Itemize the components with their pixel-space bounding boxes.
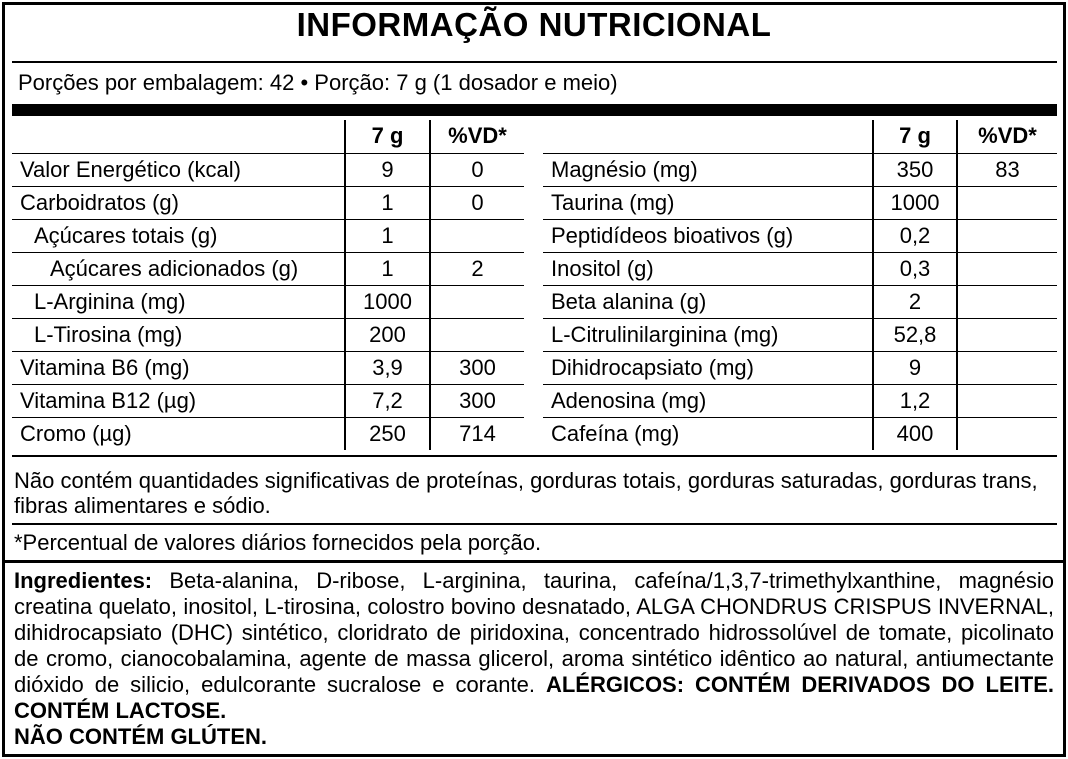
nutrient-amount: 0,3 — [873, 252, 957, 285]
nutrient-vd — [957, 186, 1057, 219]
nutrient-amount: 350 — [873, 153, 957, 186]
nutrient-vd — [430, 285, 524, 318]
table-row — [543, 318, 1057, 351]
nutrient-vd: 0 — [430, 153, 524, 186]
nutrient-name: Cafeína (mg) — [543, 417, 873, 450]
nutrient-table-left — [12, 120, 524, 450]
nutrient-name: Açúcares totais (g) — [12, 219, 345, 252]
portion-info: Porções por embalagem: 42 • Porção: 7 g (1 dosador e meio) — [18, 70, 618, 95]
nutrient-vd: 83 — [957, 153, 1057, 186]
nutrient-name: Inositol (g) — [543, 252, 873, 285]
nutrient-amount: 200 — [345, 318, 430, 351]
nutrient-table-right — [543, 120, 1057, 450]
table-row — [543, 252, 1057, 285]
nutrient-vd: 300 — [430, 384, 524, 417]
table-row — [543, 417, 1057, 450]
nutrient-vd: 714 — [430, 417, 524, 450]
note-divider — [12, 523, 1057, 525]
nutrient-amount: 9 — [345, 153, 430, 186]
daily-values-note: *Percentual de valores diários fornecidos pela porção. — [14, 530, 542, 555]
header-blank — [12, 120, 345, 153]
nutrient-vd: 0 — [430, 186, 524, 219]
nutrient-name: Magnésio (mg) — [543, 153, 873, 186]
table-row — [12, 186, 524, 219]
nutrient-amount: 1,2 — [873, 384, 957, 417]
header-blank — [543, 120, 873, 153]
nutrient-vd — [957, 318, 1057, 351]
table-row — [543, 384, 1057, 417]
nutrient-amount: 9 — [873, 351, 957, 384]
table-row — [12, 252, 524, 285]
table-row — [543, 186, 1057, 219]
nutrient-amount: 1 — [345, 252, 430, 285]
nutrient-name: Açúcares adicionados (g) — [12, 252, 345, 285]
ingredients-divider — [2, 560, 1066, 563]
nutrient-vd — [957, 351, 1057, 384]
nutrient-vd — [430, 219, 524, 252]
gluten-warning: NÃO CONTÉM GLÚTEN. — [14, 724, 267, 749]
table-row — [543, 285, 1057, 318]
header-amount: 7 g — [345, 120, 430, 153]
table-row — [543, 219, 1057, 252]
ingredients-text: Beta-alanina, D-ribose, L-arginina, taurina, cafeína/1,3,7-trimethylxanthine, magnésio creatina quelato, inositol, L-tirosina, colostro bovino desnatado, ALGA CHONDRUS CRISPUS INVERNAL, dihidrocapsiato (DHC) sintético, cloridrato de piridoxina, concentrado hidrossolúvel de tomate, picolinato de cromo, cianocobalamina, agente de massa glicerol, aroma sintético idêntico ao natural, antiumectante dióxido de silicio, edulcorante sucralose e corante. — [14, 568, 1054, 697]
nutrient-name: Adenosina (mg) — [543, 384, 873, 417]
header-vd: %VD* — [430, 120, 524, 153]
ingredients-label: Ingredientes: — [14, 568, 153, 593]
table-row — [12, 318, 524, 351]
table-row — [543, 351, 1057, 384]
table-row — [543, 153, 1057, 186]
nutrient-name: Vitamina B12 (µg) — [12, 384, 345, 417]
nutrient-name: Carboidratos (g) — [12, 186, 345, 219]
not-significant-note: Não contém quantidades significativas de proteínas, gorduras totais, gorduras saturadas, gorduras trans, fibras alimentares e sódio. — [14, 468, 1038, 518]
nutrient-name: Cromo (µg) — [12, 417, 345, 450]
table-row — [12, 219, 524, 252]
table-row — [12, 153, 524, 186]
nutrient-amount: 1000 — [873, 186, 957, 219]
nutrient-name: Valor Energético (kcal) — [12, 153, 345, 186]
nutrient-name: L-Tirosina (mg) — [12, 318, 345, 351]
nutrient-vd: 300 — [430, 351, 524, 384]
nutrient-amount: 0,2 — [873, 219, 957, 252]
table-bottom-divider — [12, 455, 1057, 457]
nutrient-name: Beta alanina (g) — [543, 285, 873, 318]
table-row — [12, 417, 524, 450]
thick-divider — [12, 104, 1057, 116]
nutrient-name: L-Citrulinilarginina (mg) — [543, 318, 873, 351]
right_rows-header-row — [543, 120, 1057, 153]
nutrient-amount: 7,2 — [345, 384, 430, 417]
nutrient-name: Peptidídeos bioativos (g) — [543, 219, 873, 252]
allergens-warning: ALÉRGICOS: CONTÉM DERIVADOS DO LEITE. CONTÉM LACTOSE. — [14, 672, 1054, 723]
ingredients-block — [14, 568, 1054, 750]
nutrient-amount: 1 — [345, 219, 430, 252]
nutrient-amount: 1000 — [345, 285, 430, 318]
nutrient-amount: 2 — [873, 285, 957, 318]
header-vd: %VD* — [957, 120, 1057, 153]
header-amount: 7 g — [873, 120, 957, 153]
nutrient-amount: 250 — [345, 417, 430, 450]
label-title: INFORMAÇÃO NUTRICIONAL — [296, 6, 772, 43]
nutrient-name: Vitamina B6 (mg) — [12, 351, 345, 384]
table-row — [12, 351, 524, 384]
table-row — [12, 384, 524, 417]
nutrient-vd — [957, 252, 1057, 285]
table-row — [12, 285, 524, 318]
title-divider — [12, 61, 1057, 63]
nutrient-vd: 2 — [430, 252, 524, 285]
nutrient-amount: 1 — [345, 186, 430, 219]
nutrient-vd — [957, 285, 1057, 318]
nutrient-amount: 3,9 — [345, 351, 430, 384]
nutrient-name: L-Arginina (mg) — [12, 285, 345, 318]
nutrient-name: Taurina (mg) — [543, 186, 873, 219]
nutrient-amount: 52,8 — [873, 318, 957, 351]
nutrient-vd — [957, 384, 1057, 417]
nutrient-vd — [430, 318, 524, 351]
nutrient-vd — [957, 219, 1057, 252]
nutrient-name: Dihidrocapsiato (mg) — [543, 351, 873, 384]
left_rows-header-row — [12, 120, 524, 153]
nutrient-vd — [957, 417, 1057, 450]
nutrient-amount: 400 — [873, 417, 957, 450]
